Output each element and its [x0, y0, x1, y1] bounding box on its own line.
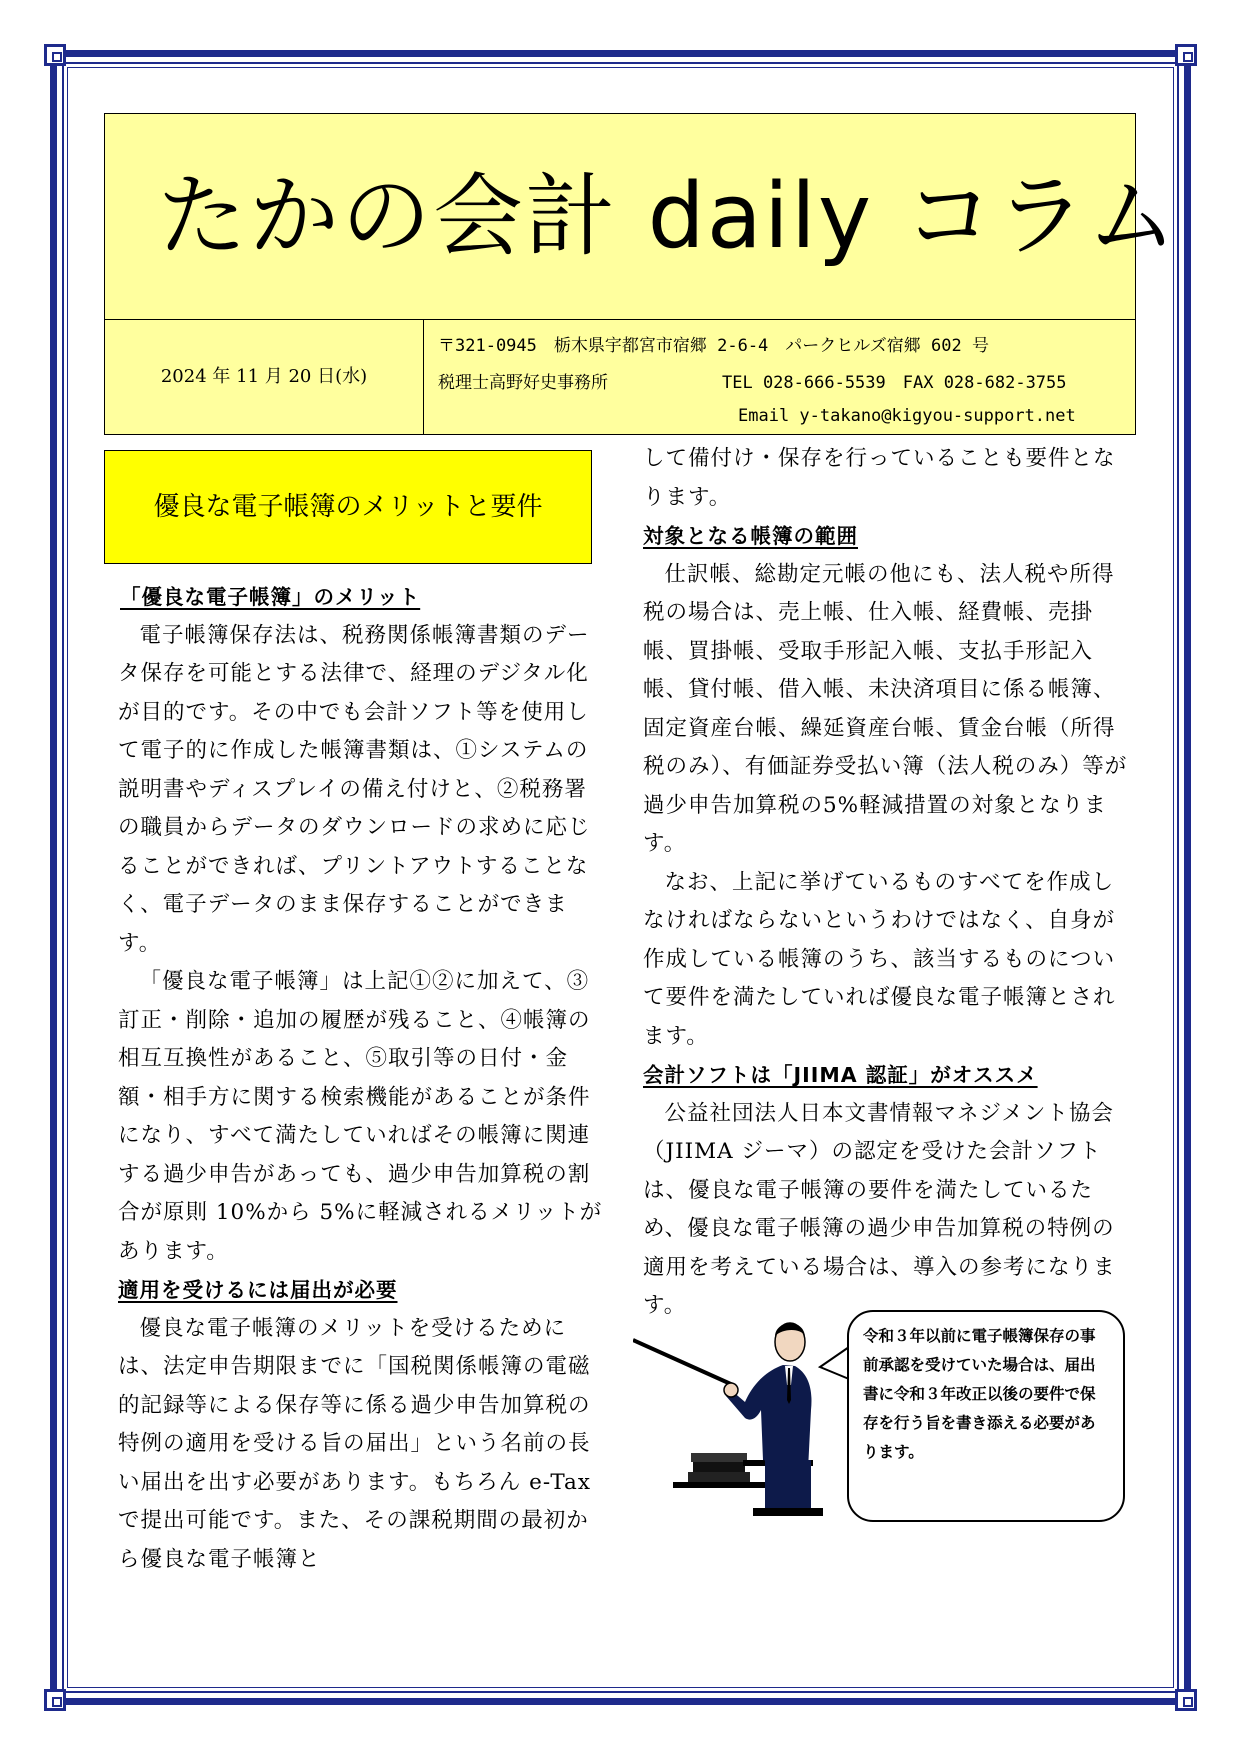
border-corner-ornament — [1175, 1689, 1197, 1711]
office-email: Email y-takano@kigyou-support.net — [738, 406, 1076, 426]
paragraph: 仕訳帳、総勘定元帳の他にも、法人税や所得税の場合は、売上帳、仕入帳、経費帳、売掛帳、買掛帳、受取手形記入帳、支払手形記入帳、貸付帳、借入帳、未決済項目に係る帳簿、固定資産台帳、繰延資産台帳、賃金台帳（所得税のみ）、有価証券受払い簿（法人税のみ）等が過少申告加算税の5%軽減措置の対象となります。 — [643, 561, 1128, 856]
presenter-illustration — [633, 1310, 858, 1525]
speech-bubble-callout: 令和３年以前に電子帳簿保存の事前承認を受けていた場合は、届出書に令和３年改正以後の要件で保存を行う旨を書き添える必要があります。 — [847, 1310, 1125, 1522]
office-contact-info — [424, 320, 1135, 434]
article-headline: 優良な電子帳簿のメリットと要件 — [104, 450, 592, 564]
paragraph-continued: して備付け・保存を行っていることも要件となります。 — [643, 446, 1116, 510]
office-tel-fax: TEL 028-666-5539 FAX 028-682-3755 — [722, 373, 1067, 393]
paragraph: なお、上記に挙げているものすべてを作成しなければならないというわけではなく、自身が作成している帳簿のうち、該当するものについて要件を満たしていれば優良な電子帳簿とされます。 — [643, 869, 1116, 1049]
article-left-column — [118, 578, 604, 1579]
paragraph: 電子帳簿保存法は、税務関係帳簿書類のデータ保存を可能とする法律で、経理のデジタル化が目的です。その中でも会計ソフト等を使用して電子的に作成した帳簿書類は、①システムの説明書やディスプレイの備え付けと、②税務署の職員からデータのダウンロードの求めに応じることができれば、プリントアウトすることなく、電子データのまま保存することができます。 — [118, 622, 591, 956]
newsletter-title: たかの会計 daily コラム — [105, 114, 1135, 320]
article-right-column — [643, 440, 1133, 1326]
border-corner-ornament — [1175, 44, 1197, 66]
paragraph: 優良な電子帳簿のメリットを受けるためには、法定申告期限までに「国税関係帳簿の電磁的記録等による保存等に係る過少申告加算税の特例の適用を受ける旨の届出」という名前の長い届出を出す必要があります。もちろん e-Tax で提出可能です。また、その課税期間の最初から優良な電子帳簿と — [118, 1315, 591, 1572]
section-heading: 会計ソフトは「JIIMA 認証」がオススメ — [643, 1063, 1038, 1087]
paragraph: 「優良な電子帳簿」は上記①②に加えて、③訂正・削除・追加の履歴が残ること、④帳簿の相互互換性があること、⑤取引等の日付・金額・相手方に関する検索機能があることが条件になり、すべて満たしていればその帳簿に関連する過少申告があっても、過少申告加算税の割合が原則 10%から 5%に軽減されるメリットがあります。 — [118, 969, 603, 1264]
section-heading: 適用を受けるには届出が必要 — [118, 1278, 398, 1302]
border-corner-ornament — [44, 1689, 66, 1711]
issue-date: 2024 年 11 月 20 日(水) — [105, 320, 424, 434]
section-heading: 「優良な電子帳簿」のメリット — [120, 585, 421, 609]
office-name: 税理士高野好史事務所 — [438, 373, 608, 393]
newsletter-header — [104, 113, 1179, 435]
section-heading: 対象となる帳簿の範囲 — [643, 524, 858, 548]
border-corner-ornament — [44, 44, 66, 66]
paragraph: 公益社団法人日本文書情報マネジメント協会（JIIMA ジーマ）の認定を受けた会計ソフトは、優良な電子帳簿の要件を満たしているため、優良な電子帳簿の過少申告加算税の特例の適用を考えている場合は、導入の参考になります。 — [643, 1100, 1116, 1318]
office-address: 〒321-0945 栃木県宇都宮市宿郷 2-6-4 パークヒルズ宿郷 602 号 — [438, 336, 989, 356]
